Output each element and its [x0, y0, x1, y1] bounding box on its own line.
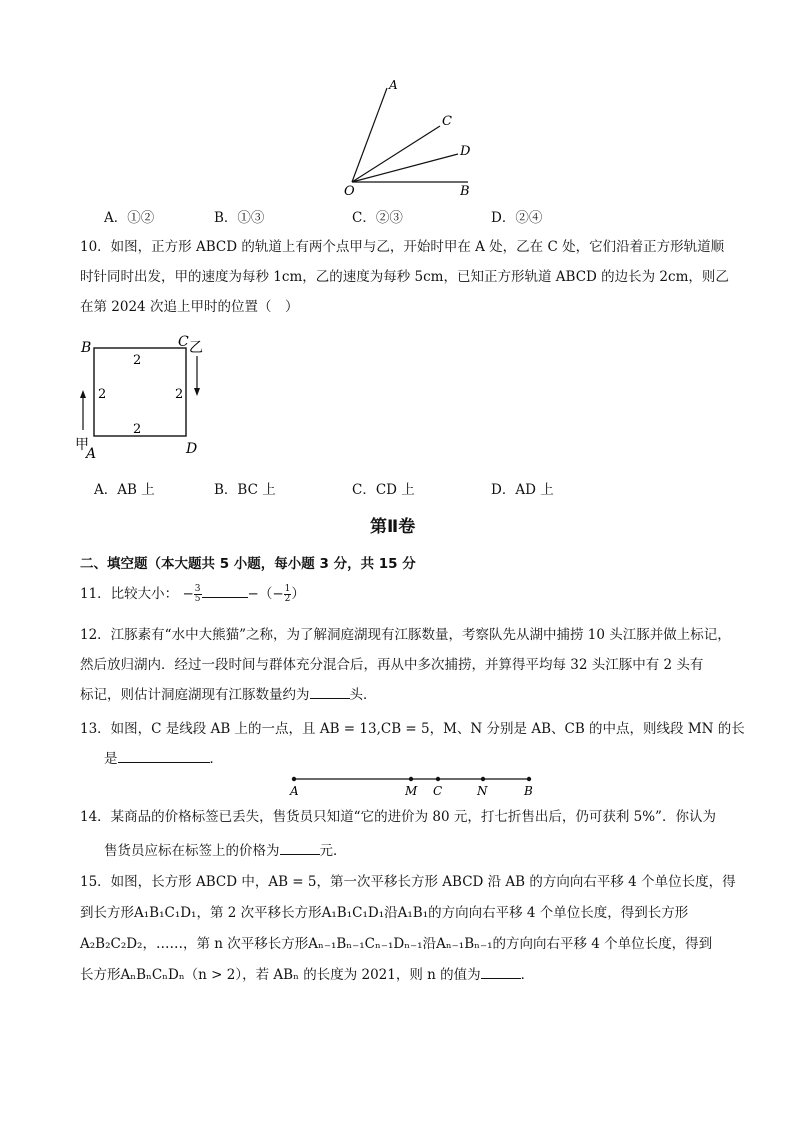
q11-fraction-2: $\frac{1}{2}$ — [284, 584, 291, 604]
q14-line1: 14．某商品的价格标签已丢失，售货员只知道“它的进价为 80 元，打七折售出后，仍可获利 5%”．你认为 — [80, 809, 716, 825]
q10-line1: 10．如图，正方形 ABCD 的轨道上有两个点甲与乙，开始时甲在 A 处，乙在 C 处，它们沿着正方形轨道顺 — [80, 239, 725, 255]
q11-close: ） — [291, 586, 305, 602]
label-A: A — [389, 78, 398, 92]
q10-option-b[interactable]: B．BC 上 — [214, 482, 276, 498]
segment-figure — [285, 772, 540, 798]
label-C: C — [178, 334, 189, 350]
label-O: O — [344, 184, 355, 198]
point-C — [436, 777, 440, 781]
q12-line2: 然后放归湖内．经过一段时间与群体充分混合后，再从中多次捕捞，并算得平均每 32 头江豚中有 2 头有 — [80, 657, 704, 673]
label-jia: 甲 — [75, 437, 89, 453]
q12-line3-end: 头． — [349, 687, 377, 703]
q10-option-c[interactable]: C．CD 上 — [352, 482, 415, 498]
q10-option-d[interactable]: D．AD 上 — [491, 482, 554, 498]
side-label-top: 2 — [133, 353, 142, 368]
point-N — [481, 777, 485, 781]
q10-line2: 时针同时出发，甲的速度为每秒 1cm，乙的速度为每秒 5cm，已知正方形轨道 ABCD 的边长为 2cm，则乙 — [80, 269, 729, 285]
q11-answer-blank[interactable] — [202, 596, 248, 598]
label-yi: 乙 — [189, 340, 203, 356]
q13-line2-text: 是 — [104, 751, 118, 767]
q11-line — [80, 583, 305, 605]
q9-option-a[interactable]: A．①② — [104, 210, 155, 226]
q9-option-c[interactable]: C．②③ — [352, 210, 403, 226]
q11-prefix: 11．比较大小： — [80, 586, 179, 602]
q13-line2 — [104, 750, 223, 768]
q15-line3: A₂B₂C₂D₂，……，第 n 次平移长方形Aₙ₋₁Bₙ₋₁Cₙ₋₁Dₙ₋₁沿Aₙ₋₁Bₙ₋₁的方向向右平移 4 个单位长度，得到 — [80, 936, 713, 952]
label-N: N — [477, 784, 488, 798]
angle-figure — [330, 76, 480, 198]
ray-OD — [352, 154, 458, 182]
label-B: B — [524, 784, 533, 798]
point-M — [409, 777, 413, 781]
q14-line2-text: 售货员应标在标签上的价格为 — [104, 843, 280, 859]
q14-line2 — [104, 842, 347, 860]
q13-line2-end: ． — [209, 751, 223, 767]
label-B: B — [81, 340, 92, 356]
q15-line4-end: ． — [520, 967, 535, 983]
q10-option-a[interactable]: A．AB 上 — [94, 482, 155, 498]
arrow-jia-head — [80, 390, 86, 398]
point-A — [292, 777, 296, 781]
label-A: A — [86, 446, 97, 462]
arrow-yi-head — [194, 388, 200, 396]
square-track-figure — [72, 330, 222, 462]
ray-OA — [352, 88, 387, 182]
point-B — [527, 777, 531, 781]
ray-OC — [352, 126, 440, 182]
q15-line1: 15．如图，长方形 ABCD 中，AB = 5，第一次平移长方形 ABCD 沿 AB 的方向向右平移 4 个单位长度，得 — [80, 874, 736, 890]
q15-line2: 到长方形A₁B₁C₁D₁，第 2 次平移长方形A₁B₁C₁D₁沿A₁B₁的方向向右平移 4 个单位长度，得到长方形 — [80, 905, 689, 921]
q14-line2-end: 元． — [319, 843, 347, 859]
side-label-right: 2 — [175, 387, 184, 402]
q14-answer-blank[interactable] — [280, 853, 320, 855]
q15-answer-blank[interactable] — [481, 977, 521, 979]
label-D: D — [460, 144, 471, 159]
q9-option-b[interactable]: B．①③ — [214, 210, 265, 226]
q12-line3-text: 标记，则估计洞庭湖现有江豚数量约为 — [80, 687, 310, 703]
q12-answer-blank[interactable] — [310, 697, 350, 699]
side-label-bottom: 2 — [133, 422, 142, 437]
q11-neg: − — [182, 586, 194, 602]
q13-line1: 13．如图，C 是线段 AB 上的一点，且 AB = 13,CB = 5，M、N 分别是 AB、CB 的中点，则线段 MN 的长 — [80, 721, 745, 737]
q13-answer-blank[interactable] — [118, 761, 210, 763]
q15-line4-text: 长方形AₙBₙCₙDₙ（n > 2），若 ABₙ 的长度为 2021，则 n 的值为 — [80, 967, 481, 983]
side-label-left: 2 — [98, 387, 107, 402]
q11-fraction-1: $\frac{3}{5}$ — [194, 584, 201, 604]
q12-line1: 12．江豚素有“水中大熊猫”之称，为了解洞庭湖现有江豚数量，考察队先从湖中捕捞 10 头江豚并做上标记， — [80, 627, 731, 643]
q10-line3: 在第 2024 次追上甲时的位置（ ） — [80, 299, 299, 315]
q9-option-d[interactable]: D．②④ — [491, 210, 543, 226]
label-C: C — [442, 114, 452, 129]
q12-line3 — [80, 686, 377, 704]
section-heading: 二、填空题（本大题共 5 小题，每小题 3 分，共 15 分 — [80, 556, 416, 572]
label-C: C — [433, 784, 443, 798]
q11-mid: −（− — [247, 586, 284, 602]
label-M: M — [405, 784, 418, 798]
label-B: B — [460, 184, 470, 198]
section-title: 第Ⅱ卷 — [370, 517, 416, 537]
label-D: D — [186, 441, 198, 457]
label-A: A — [290, 784, 299, 798]
q15-line4 — [80, 966, 534, 984]
